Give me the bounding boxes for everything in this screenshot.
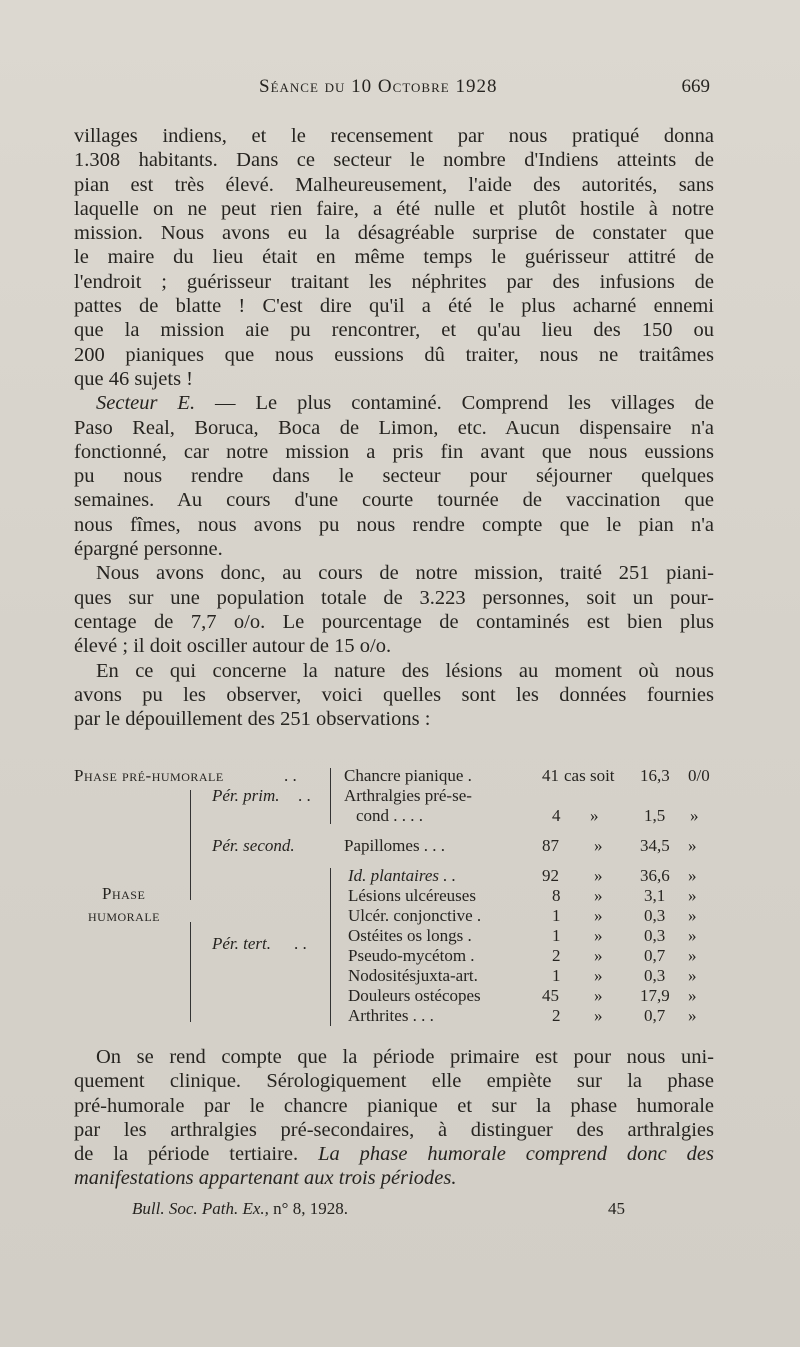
text-line: quement clinique. Sérologiquement elle empiète sur la phase xyxy=(74,1070,714,1093)
text-fragment-italic: La phase humorale comprend donc des xyxy=(318,1143,714,1166)
row-mid: » xyxy=(590,806,599,825)
row-pct: 0,3 xyxy=(644,906,666,925)
row-mid: cas soit xyxy=(564,766,615,785)
row-mid: » xyxy=(594,886,603,905)
row-label: Ulcér. conjonctive . xyxy=(348,906,482,925)
journal-issue: n° 8, 1928. xyxy=(273,1199,348,1218)
row-label: Arthralgies pré-se- xyxy=(344,786,472,805)
row-count: 87 xyxy=(542,836,559,855)
row-label: Papillomes . . . xyxy=(344,836,446,855)
text-line: que la mission aie pu rencontrer, et qu'au lieu des 150 ou xyxy=(74,319,714,342)
row-pct: 1,5 xyxy=(644,806,666,825)
row-unit: 0/0 xyxy=(688,766,710,785)
row-unit: » xyxy=(688,836,697,855)
row-label: Pseudo-mycétom . xyxy=(348,946,475,965)
row-pct: 0,7 xyxy=(644,946,666,965)
brace-line xyxy=(330,868,331,1026)
phase-humorale-label: Phase xyxy=(102,884,146,903)
text-line: laquelle on ne peut rien faire, a été nulle et plutôt hostile à notre xyxy=(74,197,714,220)
row-mid: » xyxy=(594,946,603,965)
period-primary-label: Pér. prim. xyxy=(212,786,280,805)
phase-pre-humorale-label: Phase pré-humorale xyxy=(74,766,224,785)
row-pct: 0,3 xyxy=(644,966,666,985)
text-line: 200 pianiques que nous eussions dû traiter, nous ne traitâmes xyxy=(74,343,714,366)
text-line: pattes de blatte ! C'est dire qu'il a été le plus acharné ennemi xyxy=(74,295,714,318)
row-mid: » xyxy=(594,906,603,925)
paragraph-3 xyxy=(74,561,714,658)
row-unit: » xyxy=(688,866,697,885)
row-pct: 34,5 xyxy=(640,836,670,855)
dot-leader: . . xyxy=(298,786,311,805)
text-line: En ce qui concerne la nature des lésions au moment où nous xyxy=(96,659,714,682)
row-unit: » xyxy=(688,926,697,945)
header-title: Séance du 10 Octobre 1928 xyxy=(259,76,498,97)
journal-reference xyxy=(132,1199,348,1219)
row-mid: » xyxy=(594,926,603,945)
row-unit: » xyxy=(690,806,699,825)
row-unit: » xyxy=(688,886,697,905)
text-line: mission. Nous avons eu la désagréable surprise de constater que xyxy=(74,222,714,245)
row-pct: 17,9 xyxy=(640,986,670,1005)
period-tertiary-label: Pér. tert. xyxy=(212,934,272,953)
text-line: centage de 7,7 o/o. Le pourcentage de contaminés est bien plus xyxy=(74,610,714,633)
text-line xyxy=(74,391,714,415)
row-count: 1 xyxy=(552,926,561,945)
text-fragment-italic: manifestations appartenant aux trois périodes. xyxy=(74,1167,457,1190)
row-count: 4 xyxy=(552,806,561,825)
row-label: Id. plantaires . . xyxy=(348,866,456,885)
paragraph-4 xyxy=(74,659,714,732)
row-count: 92 xyxy=(542,866,559,885)
row-mid: » xyxy=(594,986,603,1005)
text-line: 1.308 habitants. Dans ce secteur le nombre d'Indiens atteints de xyxy=(74,149,714,172)
text-line: par le dépouillement des 251 observations : xyxy=(74,708,431,731)
brace-line xyxy=(330,768,331,824)
row-label: Chancre pianique . xyxy=(344,766,472,785)
text-line: pian est très élevé. Malheureusement, l'aide des autorités, sans xyxy=(74,173,714,196)
row-label: cond . . . . xyxy=(356,806,424,825)
row-pct: 0,7 xyxy=(644,1006,666,1025)
row-count: 2 xyxy=(552,1006,561,1025)
text-line: le maire du lieu était en même temps le guérisseur attitré de xyxy=(74,246,714,269)
row-count: 8 xyxy=(552,886,561,905)
row-label: Nodositésjuxta-art. xyxy=(348,966,478,985)
row-mid: » xyxy=(594,966,603,985)
row-unit: » xyxy=(688,986,697,1005)
row-unit: » xyxy=(688,1006,697,1025)
page-number: 669 xyxy=(681,76,710,97)
lesions-table xyxy=(74,762,724,1032)
phase-humorale-label: humorale xyxy=(88,906,160,925)
dot-leader: . . xyxy=(294,934,307,953)
text-line: l'endroit ; guérisseur traitant les néphrites par des infusions de xyxy=(74,270,714,293)
brace-line xyxy=(190,790,191,900)
journal-name: Bull. Soc. Path. Ex., xyxy=(132,1199,269,1218)
paragraph-1 xyxy=(74,124,714,391)
row-count: 1 xyxy=(552,906,561,925)
row-pct: 36,6 xyxy=(640,866,670,885)
body-text-bottom xyxy=(74,1045,714,1191)
text-line: semaines. Au cours d'une courte tournée de vaccination que xyxy=(74,489,714,512)
row-pct: 3,1 xyxy=(644,886,666,905)
text-line: pré-humorale par le chancre pianique et sur la phase humorale xyxy=(74,1094,714,1117)
paragraph-5 xyxy=(74,1045,714,1191)
row-label: Douleurs ostécopes xyxy=(348,986,481,1005)
row-pct: 16,3 xyxy=(640,766,670,785)
text-line: élevé ; il doit osciller autour de 15 o/o. xyxy=(74,635,392,658)
section-label: Secteur E. xyxy=(96,392,196,415)
text-line: pu nous rendre dans le secteur pour séjourner quelques xyxy=(74,465,714,488)
body-text-top xyxy=(74,124,714,731)
row-mid: » xyxy=(594,866,603,885)
text-line: épargné personne. xyxy=(74,538,223,561)
text-fragment: de la période tertiaire. xyxy=(74,1143,319,1166)
text-line xyxy=(74,1166,714,1190)
period-secondary-label: Pér. second. xyxy=(212,836,295,855)
row-label: Arthrites . . . xyxy=(348,1006,434,1025)
text-line: avons pu les observer, voici quelles sont les données fournies xyxy=(74,683,714,706)
brace-line xyxy=(190,922,191,1022)
row-count: 1 xyxy=(552,966,561,985)
text-line: villages indiens, et le recensement par nous pratiqué donna xyxy=(74,125,714,147)
text-line: ques sur une population totale de 3.223 personnes, soit un pour- xyxy=(74,586,714,609)
text-line: Paso Real, Boruca, Boca de Limon, etc. Aucun dispensaire n'a xyxy=(74,416,714,439)
text-line xyxy=(74,1142,714,1166)
text-line: que 46 sujets ! xyxy=(74,367,193,390)
row-label: Lésions ulcéreuses xyxy=(348,886,476,905)
text-line: On se rend compte que la période primaire est pour nous uni- xyxy=(96,1046,714,1068)
dot-leader: . . xyxy=(284,766,297,785)
text-line: par les arthralgies pré-secondaires, à distinguer des arthralgies xyxy=(74,1118,714,1141)
row-count: 2 xyxy=(552,946,561,965)
row-count: 45 xyxy=(542,986,559,1005)
paragraph-2 xyxy=(74,391,714,561)
row-mid: » xyxy=(594,1006,603,1025)
row-unit: » xyxy=(688,946,697,965)
row-pct: 0,3 xyxy=(644,926,666,945)
text-line: Nous avons donc, au cours de notre mission, traité 251 piani- xyxy=(96,562,714,585)
text-fragment: — Le plus contaminé. Comprend les villages de xyxy=(195,392,714,415)
text-line: nous fîmes, nous avons pu nous rendre compte que le pian n'a xyxy=(74,513,714,536)
row-label: Ostéites os longs . xyxy=(348,926,472,945)
text-line: fonctionné, car notre mission a pris fin avant que nous eussions xyxy=(74,440,714,463)
row-unit: » xyxy=(688,906,697,925)
running-header xyxy=(74,76,714,102)
row-mid: » xyxy=(594,836,603,855)
row-count: 41 xyxy=(542,766,559,785)
row-unit: » xyxy=(688,966,697,985)
signature-mark: 45 xyxy=(608,1199,625,1218)
